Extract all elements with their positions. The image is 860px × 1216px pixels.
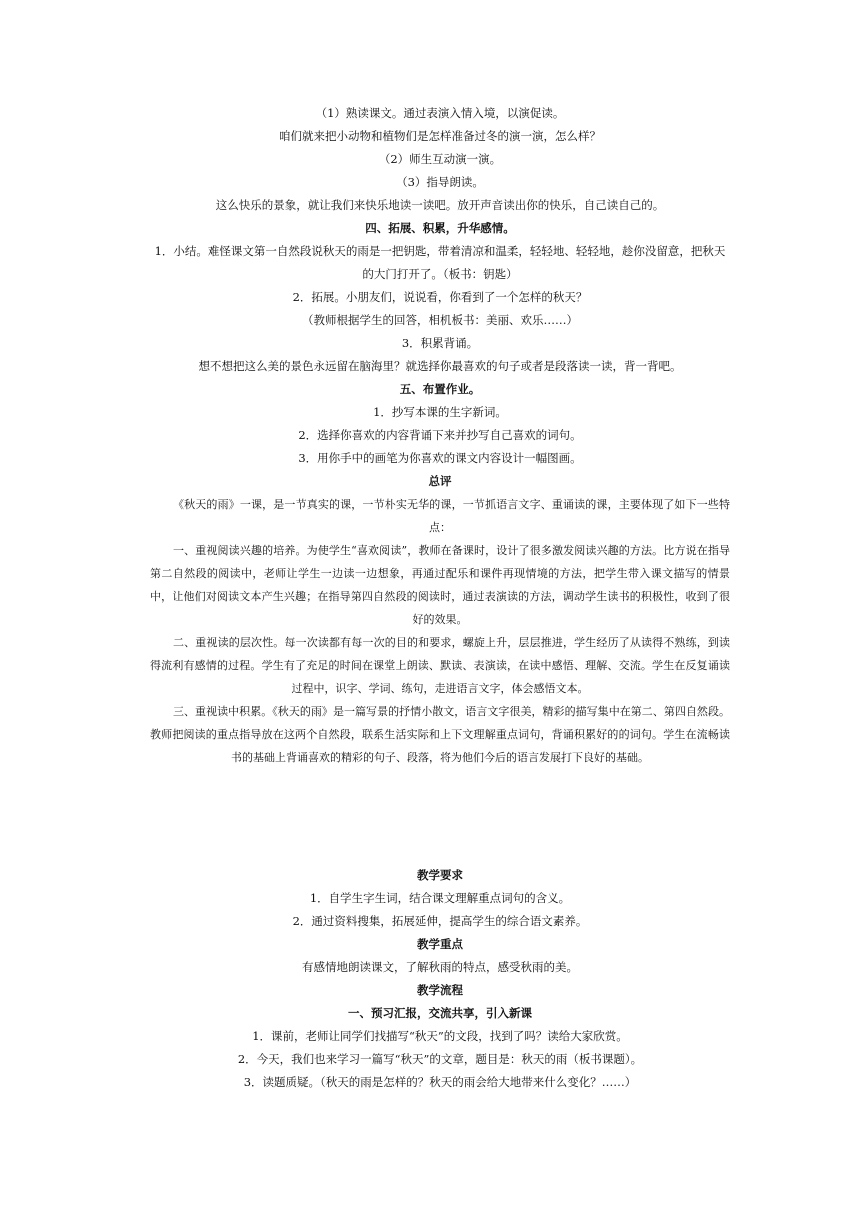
text-line: 2．选择你喜欢的内容背诵下来并抄写自己喜欢的词句。: [298, 428, 582, 442]
section-heading: 五、布置作业。: [399, 382, 481, 396]
text-line: 咱们就来把小动物和植物们是怎样准备过冬的演一演，怎么样？: [279, 129, 601, 143]
section-heading: 四、拓展、积累，升华感情。: [365, 221, 515, 235]
text-line: （教师根据学生的回答，相机板书：美丽、欢乐……）: [302, 313, 578, 327]
text-line: 2．今天，我们也来学习一篇写“秋天”的文章，题目是：秋天的雨（板书课题）。: [237, 1052, 643, 1066]
text-line: 有感情地朗读课文，了解秋雨的特点，感受秋雨的美。: [302, 960, 578, 974]
review-intro: 《秋天的雨》一课，是一节真实的课，一节朴实无华的课，一节抓语言文字、重诵读的课，主要体现了如下一些特点：: [173, 498, 730, 534]
text-line: 3．用你手中的画笔为你喜欢的课文内容设计一幅图画。: [298, 451, 582, 465]
flow-heading: 教学流程: [417, 983, 463, 997]
text-line: 1．课前，老师让同学们找描写“秋天”的文段，找到了吗？读给大家欣赏。: [252, 1029, 628, 1043]
key-points-heading: 教学重点: [417, 937, 463, 951]
text-line: 1．小结。难怪课文第一自然段说秋天的雨是一把钥匙，带着清凉和温柔，轻轻地、轻轻地，趁你没留意，把秋天的大门打开了。（板书：钥匙）: [154, 244, 726, 281]
review-paragraph-1: 一、重视阅读兴趣的培养。为使学生“喜欢阅读”，教师在备课时，设计了很多激发阅读兴趣的方法。比方说在指导第二自然段的阅读中，老师让学生一边读一边想象，再通过配乐和课件再现情境的方法，把学生带入课文描写的情景中，让他们对阅读文本产生兴趣；在指导第四自然段的阅读时，通过表演读的方法，调动学生读书的积极性，收到了很好的效果。: [150, 544, 730, 626]
requirements-heading: 教学要求: [417, 868, 463, 882]
text-line: 这么快乐的景象，就让我们来快乐地读一读吧。放开声音读出你的快乐，自己读自己的。: [215, 198, 665, 212]
document-page: [150, 102, 730, 1094]
text-line: 想不想把这么美的景色永远留在脑海里？就选择你最喜欢的句子或者是段落读一读，背一背吧。: [198, 359, 682, 373]
text-line: 3．积累背诵。: [401, 336, 479, 350]
review-heading: 总评: [428, 474, 452, 488]
section-gap: [150, 769, 730, 864]
text-line: 1．抄写本课的生字新词。: [373, 405, 507, 419]
text-line: （2）师生互动演一演。: [378, 152, 502, 166]
review-paragraph-3: 三、重视读中积累。《秋天的雨》是一篇写景的抒情小散文，语言文字很美，精彩的描写集中在第二、第四自然段。教师把阅读的重点指导放在这两个自然段，联系生活实际和上下文理解重点词句，背诵积累好的的词句。学生在流畅读书的基础上背诵喜欢的精彩的句子、段落，将为他们今后的语言发展打下良好的基础。: [150, 705, 730, 764]
flow-subheading: 一、预习汇报，交流共享，引入新课: [348, 1006, 532, 1020]
review-paragraph-2: 二、重视读的层次性。每一次读都有每一次的目的和要求，螺旋上升，层层推进，学生经历了从读得不熟练，到读得流利有感情的过程。学生有了充足的时间在课堂上朗读、默读、表演读，在读中感悟、理解、交流。学生在反复诵读过程中，识字、学词、练句，走进语言文字，体会感悟文本。: [150, 636, 730, 695]
text-line: 1．自学生字生词，结合课文理解重点词句的含义。: [309, 891, 571, 905]
text-line: （3）指导朗读。: [396, 175, 484, 189]
text-line: 2．通过资料搜集，拓展延伸，提高学生的综合语文素养。: [292, 914, 588, 928]
text-line: 3．读题质疑。（秋天的雨是怎样的？秋天的雨会给大地带来什么变化？……）: [243, 1075, 637, 1089]
text-line: 2．拓展。小朋友们，说说看，你看到了一个怎样的秋天？: [292, 290, 588, 304]
text-line: （1）熟读课文。通过表演入情入境，以演促读。: [315, 106, 565, 120]
